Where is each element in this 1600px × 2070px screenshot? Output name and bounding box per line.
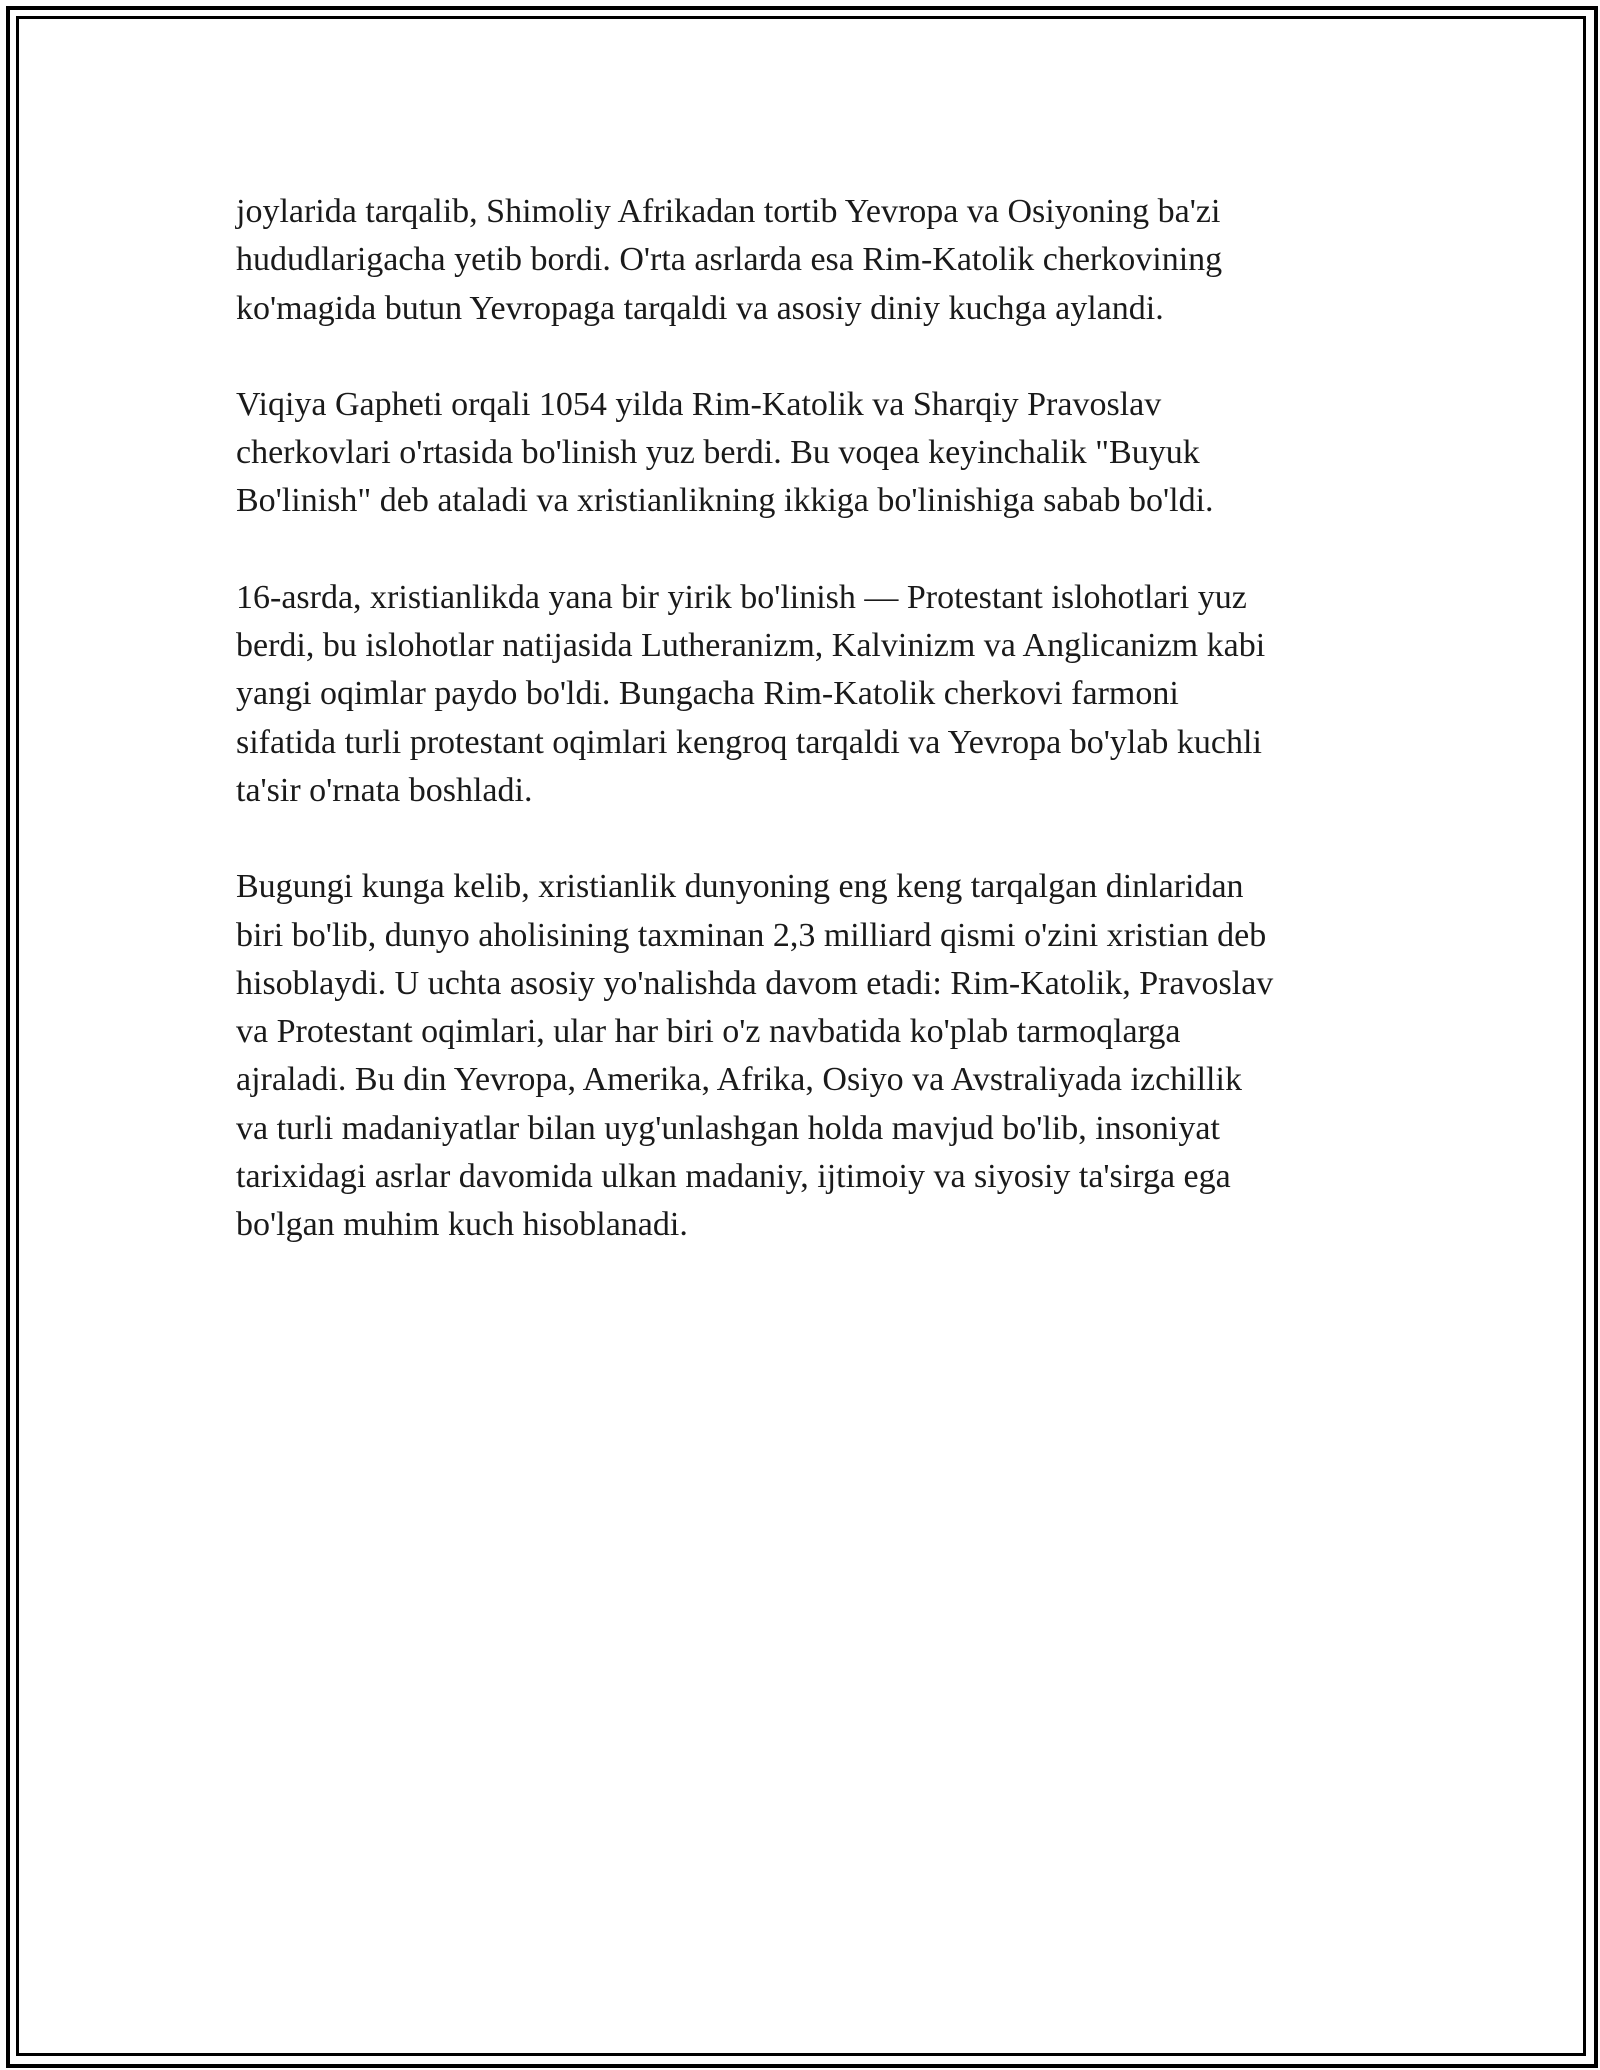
paragraph-1: joylarida tarqalib, Shimoliy Afrikadan tortib Yevropa va Osiyoning ba'zi hududlarigacha yetib bordi. O'rta asrlarda esa Rim-Katolik cherkovining ko'magida butun Yevropaga tarqaldi va asosiy diniy kuchga aylandi. (236, 193, 1223, 327)
document-body (236, 188, 1366, 1298)
paragraph-4: Bugungi kunga kelib, xristianlik dunyoning eng keng tarqalgan dinlaridan biri bo'lib, dunyo aholisining taxminan 2,3 milliard qismi o'zini xristian deb hisoblaydi. U uchta asosiy yo'nalishda davom etadi: Rim-Katolik, Pravoslav va Protestant oqimlari, ular har biri o'z navbatida ko'plab tarmoqlarga ajraladi. Bu din Yevropa, Amerika, Afrika, Osiyo va Avstraliyada izchillik va turli madaniyatlar bilan uyg'unlashgan holda mavjud bo'lib, insoniyat tarixidagi asrlar davomida ulkan madaniy, ijtimoiy va siyosiy ta'sirga ega bo'lgan muhim kuch hisoblanadi. (236, 868, 1274, 1244)
paragraph-2: Viqiya Gapheti orqali 1054 yilda Rim-Katolik va Sharqiy Pravoslav cherkovlari o'rtasida bo'linish yuz berdi. Bu voqea keyinchalik "Buyuk Bo'linish" deb ataladi va xristianlikning ikkiga bo'linishiga sabab bo'ldi. (236, 385, 1214, 520)
paragraph-3: 16-asrda, xristianlikda yana bir yirik bo'linish — Protestant islohotlari yuz berdi, bu islohotlar natijasida Lutheranizm, Kalvinizm va Anglicanizm kabi yangi oqimlar paydo bo'ldi. Bungacha Rim-Katolik cherkovi farmoni sifatida turli protestant oqimlari kengroq tarqaldi va Yevropa bo'ylab kuchli ta'sir o'rnata boshladi. (236, 578, 1266, 809)
